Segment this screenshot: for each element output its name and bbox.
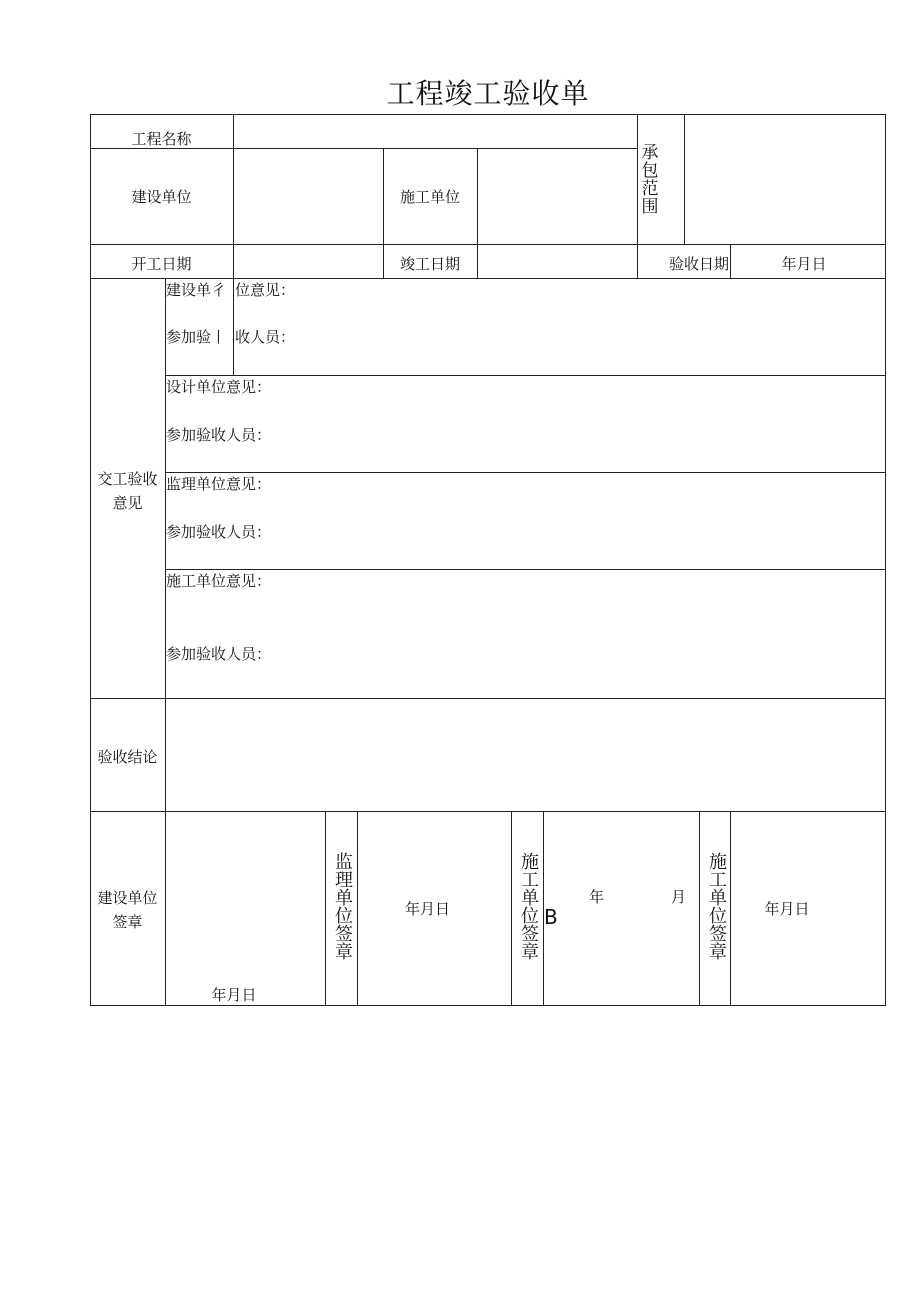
supervise-sign-label: 监理单位签章 <box>335 852 353 963</box>
form-title: 工程竣工验收单 <box>386 77 590 110</box>
start-date-value-cell[interactable] <box>234 245 382 277</box>
build-opinion-right-1: 位意见： <box>235 281 296 299</box>
section-label-line1: 交工验收 <box>97 470 158 488</box>
construct2-sign-date: 年月日 <box>764 900 810 918</box>
supervise-people-label: 参加验收人员： <box>166 523 272 541</box>
design-opinion-label: 设计单位意见： <box>166 378 272 396</box>
construct-sign-month: 月 <box>671 888 687 906</box>
scope-value-cell[interactable] <box>685 115 884 243</box>
construct-sign-stray-char: B <box>544 905 558 929</box>
build-unit-label: 建设单位 <box>131 188 192 206</box>
build-opinion-left-1: 建设单彳 <box>166 281 227 299</box>
design-people-label: 参加验收人员： <box>166 426 272 444</box>
finish-date-value-cell[interactable] <box>478 245 636 277</box>
finish-date-label: 竣工日期 <box>399 255 460 273</box>
build-sign-label-1: 建设单位 <box>97 889 158 907</box>
build-sign-label-2: 签章 <box>112 913 143 931</box>
accept-date-label: 验收日期 <box>669 255 730 273</box>
construct-people-label: 参加验收人员： <box>166 645 272 663</box>
project-name-label: 工程名称 <box>131 130 192 148</box>
supervise-sign-date: 年月日 <box>404 900 450 918</box>
build-unit-value-cell[interactable] <box>234 149 382 243</box>
accept-date-value: 年月日 <box>781 255 827 273</box>
supervise-opinion-label: 监理单位意见： <box>166 475 272 493</box>
construct2-sign-label: 施工单位签章 <box>709 852 727 963</box>
construct-sign-label: 施工单位签章 <box>521 852 539 963</box>
construct-opinion-label: 施工单位意见： <box>166 572 272 590</box>
scope-label: 承包范围 <box>641 143 659 217</box>
construct-unit-value-cell[interactable] <box>478 149 636 243</box>
build-opinion-right-2: 收人员： <box>235 328 296 346</box>
project-name-value-cell[interactable] <box>234 115 636 147</box>
conclusion-label: 验收结论 <box>97 748 158 766</box>
construct-sign-year: 年 <box>589 888 605 906</box>
build-sign-date: 年月日 <box>211 986 257 1004</box>
section-label-line2: 意见 <box>112 494 143 512</box>
build-opinion-left-2: 参加验丨 <box>166 328 227 346</box>
construct-unit-label: 施工单位 <box>399 188 460 206</box>
conclusion-value-cell[interactable] <box>166 699 884 810</box>
start-date-label: 开工日期 <box>131 255 192 273</box>
